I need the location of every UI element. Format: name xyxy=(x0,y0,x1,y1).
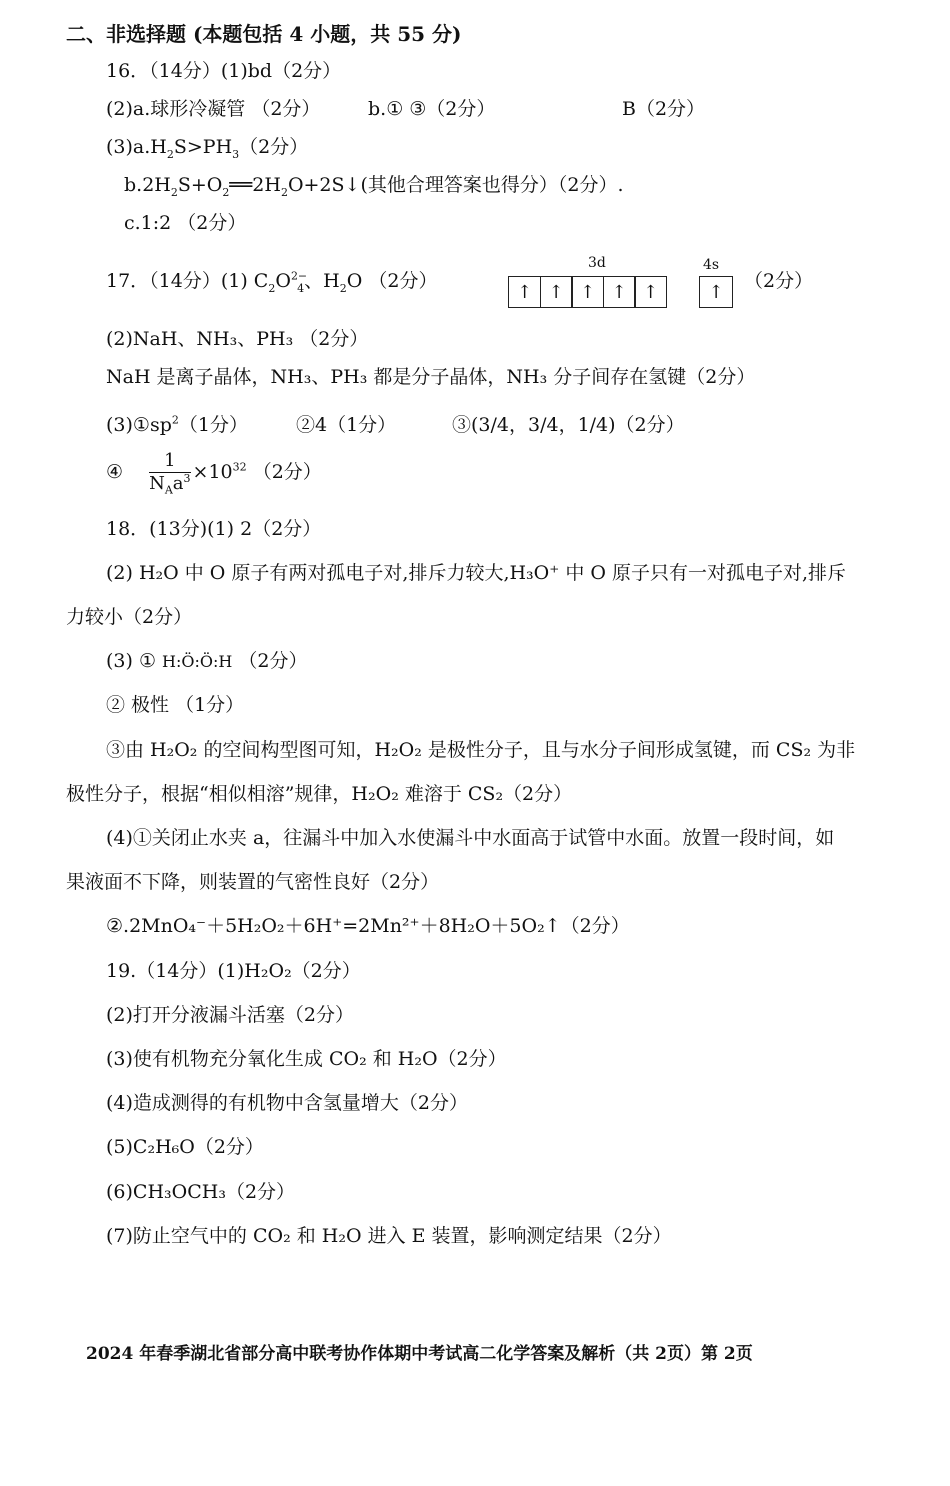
orbital-box: ↑ xyxy=(603,276,636,308)
orbital-4s-label: 4s xyxy=(703,257,720,273)
q17-line-4b: ②4（1分） xyxy=(296,414,397,436)
q16-line-2b: b.① ③（2分） xyxy=(368,98,496,120)
orbital-score: （2分） xyxy=(744,270,814,292)
fraction: $\frac{1}{N_Aa^3}$ xyxy=(149,450,191,497)
orbital-box: ↑ xyxy=(699,276,733,308)
q18-line-10: ②.2MnO₄⁻＋5H₂O₂＋6H⁺=2Mn²⁺＋8H₂O＋5O₂↑（2分） xyxy=(106,915,630,937)
q16-line-4: c.1:2 （2分） xyxy=(124,212,247,234)
q17-line-1: 17．（14分）(1) $C_2O^{2-}_4$、$H_2O$ （2分） xyxy=(106,269,438,295)
q18-line-4: (3) ① H:Ö:Ö:H （2分） xyxy=(106,650,308,672)
orbital-box: ↑ xyxy=(634,276,667,308)
q18-line-1: 18．(13分)(1) 2（2分） xyxy=(106,518,322,540)
q16-line-3b: $b.2H_2S+O_2══2H_2O+2S↓$(其他合理答案也得分）（2分）. xyxy=(124,174,624,199)
orbital-3d-boxes xyxy=(508,276,666,308)
q19-line-1: 19.（14分）(1)H₂O₂（2分） xyxy=(106,960,361,982)
q17-line-2: (2)NaH、NH₃、PH₃ （2分） xyxy=(106,328,369,350)
q19-line-5: (5)C₂H₆O（2分） xyxy=(106,1136,264,1158)
q16-line-2a: (2)a.球形冷凝管 （2分） xyxy=(106,98,321,120)
q18-line-7: 极性分子，根据“相似相溶”规律，H₂O₂ 难溶于 CS₂（2分） xyxy=(66,783,573,805)
q16-line-2c: B（2分） xyxy=(622,98,706,120)
q19-line-3: (3)使有机物充分氧化生成 CO₂ 和 H₂O（2分） xyxy=(106,1048,507,1070)
orbital-4s-boxes xyxy=(699,276,732,308)
orbital-box: ↑ xyxy=(508,276,541,308)
orbital-box: ↑ xyxy=(571,276,604,308)
orbital-3d-label: 3d xyxy=(588,255,606,271)
q18-line-8: (4)①关闭止水夹 a，往漏斗中加入水使漏斗中水面高于试管中水面。放置一段时间，如 xyxy=(106,827,835,849)
q19-line-2: (2)打开分液漏斗活塞（2分） xyxy=(106,1004,355,1026)
q18-line-5: ② 极性 （1分） xyxy=(106,694,245,716)
q19-line-6: (6)CH₃OCH₃（2分） xyxy=(106,1181,296,1203)
q18-line-9: 果液面不下降，则装置的气密性良好（2分） xyxy=(66,871,440,893)
q18-line-6: ③由 H₂O₂ 的空间构型图可知，H₂O₂ 是极性分子，且与水分子间形成氢键，而 CS₂ 为非 xyxy=(106,739,856,761)
q17-line-3: NaH 是离子晶体，NH₃、PH₃ 都是分子晶体，NH₃ 分子间存在氢键（2分） xyxy=(106,366,756,388)
section-heading: 二、非选择题 (本题包括 4 小题，共 55 分) xyxy=(66,22,462,46)
q16-line-1: 16．（14分）(1)bd（2分） xyxy=(106,60,342,82)
q17-line-5: ④ $\frac{1}{N_Aa^3}$ $\times 10^{32}$ （2分） xyxy=(106,450,322,497)
q18-line-3: 力较小（2分） xyxy=(66,606,193,628)
page-footer: 2024 年春季湖北省部分高中联考协作体期中考试高二化学答案及解析（共 2页）第 2页 xyxy=(86,1344,753,1364)
q19-line-4: (4)造成测得的有机物中含氢量增大（2分） xyxy=(106,1092,469,1114)
q18-line-2: (2) H₂O 中 O 原子有两对孤电子对,排斥力较大,H₃O⁺ 中 O 原子只有一对孤电子对,排斥 xyxy=(106,562,847,584)
q17-line-4a: $(3)①sp^2(1$分） xyxy=(106,413,248,436)
q16-line-3a: $(3)a.H_2S>PH_3(2$分） xyxy=(106,136,309,161)
q19-line-7: (7)防止空气中的 CO₂ 和 H₂O 进入 E 装置，影响测定结果（2分） xyxy=(106,1225,672,1247)
orbital-box: ↑ xyxy=(540,276,573,308)
q17-line-4c: ③(3/4，3/4，1/4)（2分） xyxy=(452,414,685,436)
